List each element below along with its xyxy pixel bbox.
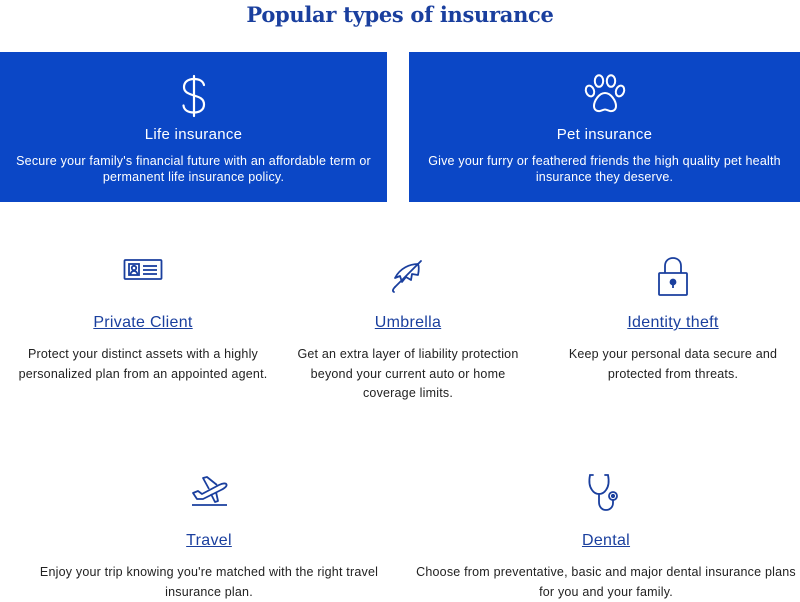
umbrella-icon bbox=[283, 256, 533, 298]
travel-link[interactable]: Travel bbox=[186, 532, 232, 549]
page-title: Popular types of insurance bbox=[246, 2, 554, 27]
stethoscope-icon bbox=[412, 472, 800, 514]
umbrella-description: Get an extra layer of liability protection beyond your current auto or home coverage limits. bbox=[297, 347, 519, 400]
dental-link[interactable]: Dental bbox=[581, 532, 631, 549]
pet-insurance-description: Give your furry or feathered friends the high quality pet health insurance they deserve. bbox=[428, 154, 781, 184]
pet-insurance-card[interactable] bbox=[409, 52, 800, 202]
travel-description: Enjoy your trip knowing you're matched with the right travel insurance plan. bbox=[39, 565, 379, 599]
dollar-icon bbox=[0, 74, 387, 120]
private-client-tile bbox=[18, 250, 268, 410]
dental-tile bbox=[412, 468, 800, 600]
life-insurance-title: Life insurance bbox=[144, 126, 243, 143]
identity-theft-description: Keep your personal data secure and protected from threats. bbox=[568, 347, 778, 381]
life-insurance-card[interactable] bbox=[0, 52, 387, 202]
lock-icon bbox=[548, 256, 798, 298]
travel-tile bbox=[15, 468, 403, 600]
identity-theft-tile bbox=[548, 250, 798, 410]
dental-description: Choose from preventative, basic and major dental insurance plans for you and your family. bbox=[416, 565, 796, 599]
private-client-description: Protect your distinct assets with a highly personalized plan from an appointed agent. bbox=[18, 347, 268, 381]
umbrella-link[interactable]: Umbrella bbox=[374, 314, 442, 331]
airplane-icon bbox=[15, 472, 403, 514]
id-card-icon bbox=[18, 256, 268, 298]
pet-insurance-title: Pet insurance bbox=[556, 126, 653, 143]
identity-theft-link[interactable]: Identity theft bbox=[627, 314, 719, 331]
paw-icon bbox=[409, 74, 800, 120]
umbrella-tile bbox=[283, 250, 533, 410]
private-client-link[interactable]: Private Client bbox=[93, 314, 193, 331]
life-insurance-description: Secure your family's financial future with an affordable term or permanent life insurance policy. bbox=[16, 154, 371, 184]
